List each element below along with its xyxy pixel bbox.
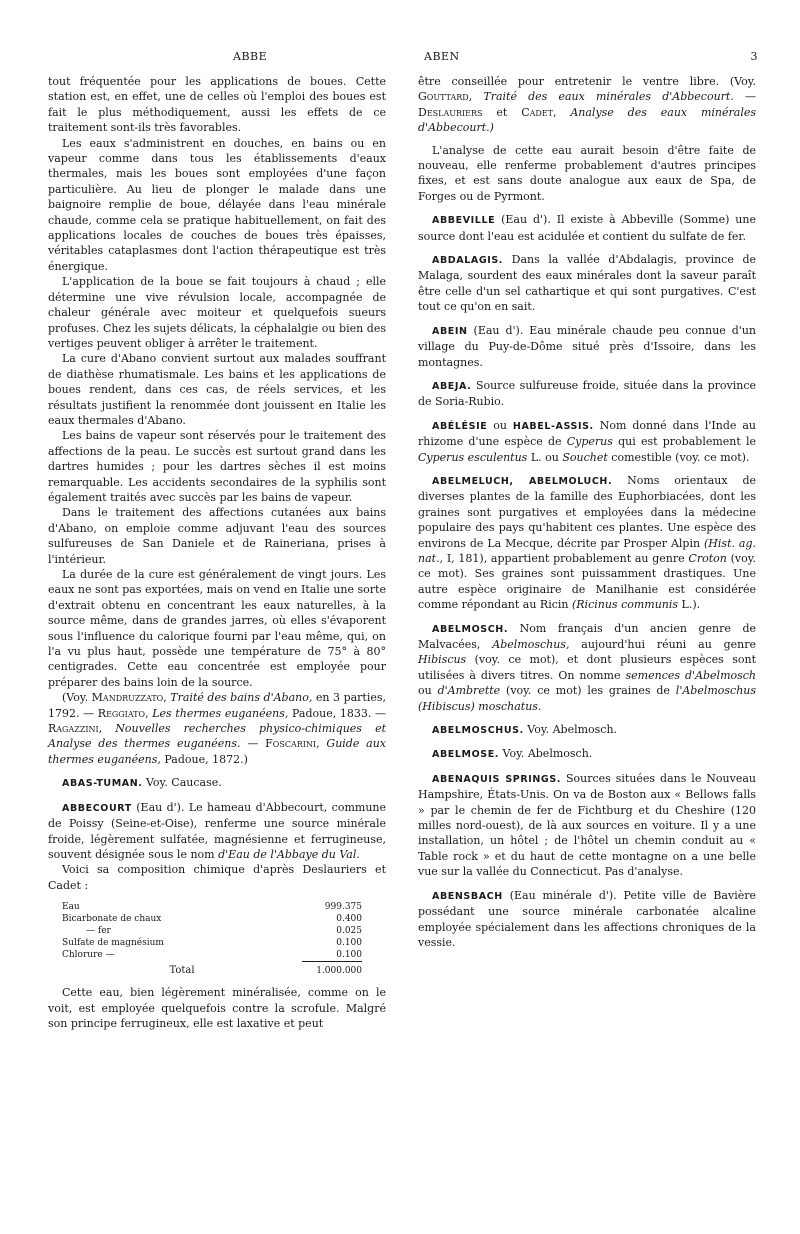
paragraph: Les bains de vapeur sont réservés pour le traitement des affections de la peau. Le succès est surtout grand dans les dartres humides ; pour les dartres sèches il est moins remarquable. Les accidents secondaires de la syphilis sont également traités avec succès par les bains de vapeur. xyxy=(48,429,386,504)
headword: ABELMOSE. xyxy=(432,749,500,761)
paragraph: L'application de la boue se fait toujours à chaud ; elle détermine une vive révulsion locale, accompagnée de chaleur générale avec moiteur et quelquefois sueurs profuses. Chez les sujets délicats, la céphalalgie ou bien des vertiges peuvent obliger à arrêter le traitement. xyxy=(48,275,386,350)
composition-label: Chlorure — xyxy=(62,950,115,961)
table-total-row xyxy=(62,962,362,978)
table-row xyxy=(62,949,362,962)
paragraph: Voici sa composition chimique d'après Deslauriers et Cadet : xyxy=(48,863,386,892)
headword: ABDALAGIS. xyxy=(432,255,504,267)
entry-abelesie: ABÉLÉSIE ou HABEL-ASSIS. Nom donné dans l'Inde au rhizome d'une espèce de Cyperus qui est probablement le Cyperus esculentus L. ou Souchet comestible (voy. ce mot). xyxy=(418,418,757,464)
composition-table xyxy=(62,901,362,977)
entry-abbeville: ABBEVILLE (Eau d'). Il existe à Abbeville (Somme) une source dont l'eau est acidulée et contient du sulfate de fer. xyxy=(418,213,756,243)
headword: ABBECOURT xyxy=(62,802,132,814)
paragraph: Cette eau, bien légèrement minéralisée, comme on le voit, est employée quelquefois contre la scrofule. Malgré son principe ferrugineux, elle est laxative et peut xyxy=(48,986,386,1030)
headword: ABAS-TUMAN. xyxy=(62,778,143,790)
headword: HABEL-ASSIS. xyxy=(512,420,594,432)
headword: ABÉLÉSIE xyxy=(432,420,488,432)
headword: ABELMELUCH, ABELMOLUCH. xyxy=(432,475,613,487)
composition-label: Bicarbonate de chaux xyxy=(62,914,162,925)
total-label: Total xyxy=(169,964,195,976)
composition-value: 0.400 xyxy=(336,914,362,925)
composition-value: 0.100 xyxy=(336,938,362,949)
running-header xyxy=(48,50,758,66)
composition-label: Eau xyxy=(62,902,80,913)
references-paragraph: (Voy. Mandruzzato, Traité des bains d'Abano, en 3 parties, 1792. — Reggiato, Les thermes euganéens, Padoue, 1833. — Ragazzini, Nouvelles recherches physico-chimiques et Analyse des thermes euganéens. — Foscarini, Guide aux thermes euganéens, Padoue, 1872.) xyxy=(48,691,387,766)
entry-abelmosch: ABELMOSCH. Nom français d'un ancien genre de Malvacées, Abelmoschus, aujourd'hui réuni au genre Hibiscus (voy. ce mot), et dont plusieurs espèces sont utilisées à divers titres. On nomme semences d'Abelmosch ou d'Ambrette (voy. ce mot) les graines de l'Abelmoschus (Hibiscus) moschatus. xyxy=(418,621,757,713)
left-column xyxy=(48,74,386,1031)
headword: ABEJA. xyxy=(432,380,472,392)
total-value: 1.000.000 xyxy=(302,962,362,978)
paragraph: La durée de la cure est généralement de vingt jours. Les eaux ne sont pas exportées, mais on vend en Italie une sorte d'extrait obtenu en concentrant les eaux naturelles, à la source même, dans de grandes jarres, où elles s'évaporent sous l'influence du calorique fourni par l'eau même, qui, on l'a vu plus haut, possède une température de 75° à 80° centigrades. Cette eau concentrée est employée pour préparer des bains loin de la source. xyxy=(48,568,386,689)
headword: ABELMOSCH. xyxy=(432,623,509,635)
headword: ABELMOSCHUS. xyxy=(432,725,524,737)
entry-abein: ABEIN (Eau d'). Eau minérale chaude peu connue d'un village du Puy-de-Dôme situé près d'Issoire, dans les montagnes. xyxy=(418,323,756,369)
page-number: 3 xyxy=(750,50,758,63)
table-row xyxy=(62,937,362,949)
entry-abas-tuman: ABAS-TUMAN. Voy. Caucase. xyxy=(62,776,222,790)
entry-abdalagis: ABDALAGIS. Dans la vallée d'Abdalagis, province de Malaga, sourdent des eaux minérales dont la saveur paraît être celle d'un sel cathartique et qui sont purgatives. C'est tout ce qu'on en sait. xyxy=(418,253,756,314)
headword: ABBEVILLE xyxy=(432,215,496,227)
table-row xyxy=(62,901,362,913)
table-row xyxy=(62,925,362,937)
entry-abenaquis-springs: ABENAQUIS SPRINGS. Sources situées dans le Nouveau Hampshire, États-Unis. On va de Boston aux « Bellows falls » par le chemin de fer de Fichtburg et du Cheshire (120 milles nord-ouest), de là aux sources en voiture. Il y a une installation, un hôtel ; de l'hôtel un chemin conduit au « Table rock » et du haut de cette montagne on a une belle vue sur la vallée du Connecticut. Pas d'analyse. xyxy=(418,771,756,879)
paragraph: La cure d'Abano convient surtout aux malades souffrant de diathèse rhumatismale. Les bains et les applications de boues rendent, dans ces cas, de réels services, et les résultats justifient la renommée dont jouissent en Italie les eaux thermales d'Abano. xyxy=(48,352,386,427)
paragraph: tout fréquentée pour les applications de boues. Cette station est, en effet, une de celles où l'emploi des boues est fait le plus méthodiquement, aussi les effets de ce traitement sont-ils très favorables. xyxy=(48,75,386,135)
entry-abensbach: ABENSBACH (Eau minérale d'). Petite ville de Bavière possédant une source minérale carbonatée alcaline employée spécialement dans les affections chroniques de la vessie. xyxy=(418,888,756,949)
headword: ABENAQUIS SPRINGS. xyxy=(432,773,561,785)
paragraph: Dans le traitement des affections cutanées aux bains d'Abano, on emploie comme adjuvant l'eau des sources sulfureuses de San Daniele et de Raineriana, prises à l'intérieur. xyxy=(48,506,386,566)
composition-label: — fer xyxy=(86,926,111,937)
composition-value: 999.375 xyxy=(324,902,362,913)
table-row xyxy=(62,913,362,925)
header-center: ABEN xyxy=(424,50,460,63)
entry-abelmeluch: ABELMELUCH, ABELMOLUCH. Noms orientaux de diverses plantes de la famille des Euphorbiacées, dont les graines sont purgatives et employées dans la médecine populaire des pays qu'habitent ces plantes. Une espèce des environs de La Mecque, décrite par Prosper Alpin (Hist. ag. nat., I, 181), appartient probablement au genre Croton (voy. ce mot). Ses graines sont puissamment drastiques. Une autre espèce originaire de Manilhanie est considérée comme répondant au Ricin (Ricinus communis L.). xyxy=(418,473,757,612)
entry-abbecourt: ABBECOURT (Eau d'). Le hameau d'Abbecourt, commune de Poissy (Seine-et-Oise), renferme une source minérale froide, légèrement sulfatée, magnésienne et ferrugineuse, souvent désignée sous le nom d'Eau de l'Abbaye du Val. xyxy=(48,800,386,861)
entry-abelmoschus: ABELMOSCHUS. Voy. Abelmosch. xyxy=(432,723,618,737)
continued-paragraph: être conseillée pour entretenir le ventre libre. (Voy. Gouttard, Traité des eaux minérales d'Abbecourt. — Deslauriers et Cadet, Analyse des eaux minérales d'Abbecourt.) xyxy=(418,75,757,135)
composition-value: 0.100 xyxy=(336,950,362,961)
composition-label: Sulfate de magnésium xyxy=(62,938,164,949)
entry-abelmose: ABELMOSE. Voy. Abelmosch. xyxy=(432,747,593,761)
composition-value: 0.025 xyxy=(336,926,362,937)
entry-abeja: ABEJA. Source sulfureuse froide, située dans la province de Soria-Rubio. xyxy=(418,378,756,409)
right-column xyxy=(418,74,756,950)
paragraph: Les eaux s'administrent en douches, en bains ou en vapeur comme dans tous les établissements d'eaux thermales, mais les boues sont employées d'une façon particulière. Au lieu de plonger le malade dans une baignoire remplie de boue, délayée dans l'eau minérale chaude, comme cela se pratique habituellement, on fait des applications locales de couches de boues très épaisses, véritables cataplasmes dont l'action thérapeutique est très énergique. xyxy=(48,136,386,273)
paragraph: L'analyse de cette eau aurait besoin d'être faite de nouveau, elle renferme probablement d'autres principes fixes, et est sans doute analogue aux eaux de Spa, de Forges ou de Pyrmont. xyxy=(418,143,756,203)
headword: ABENSBACH xyxy=(432,890,503,902)
header-left: ABBE xyxy=(233,50,268,63)
headword: ABEIN xyxy=(432,325,468,337)
